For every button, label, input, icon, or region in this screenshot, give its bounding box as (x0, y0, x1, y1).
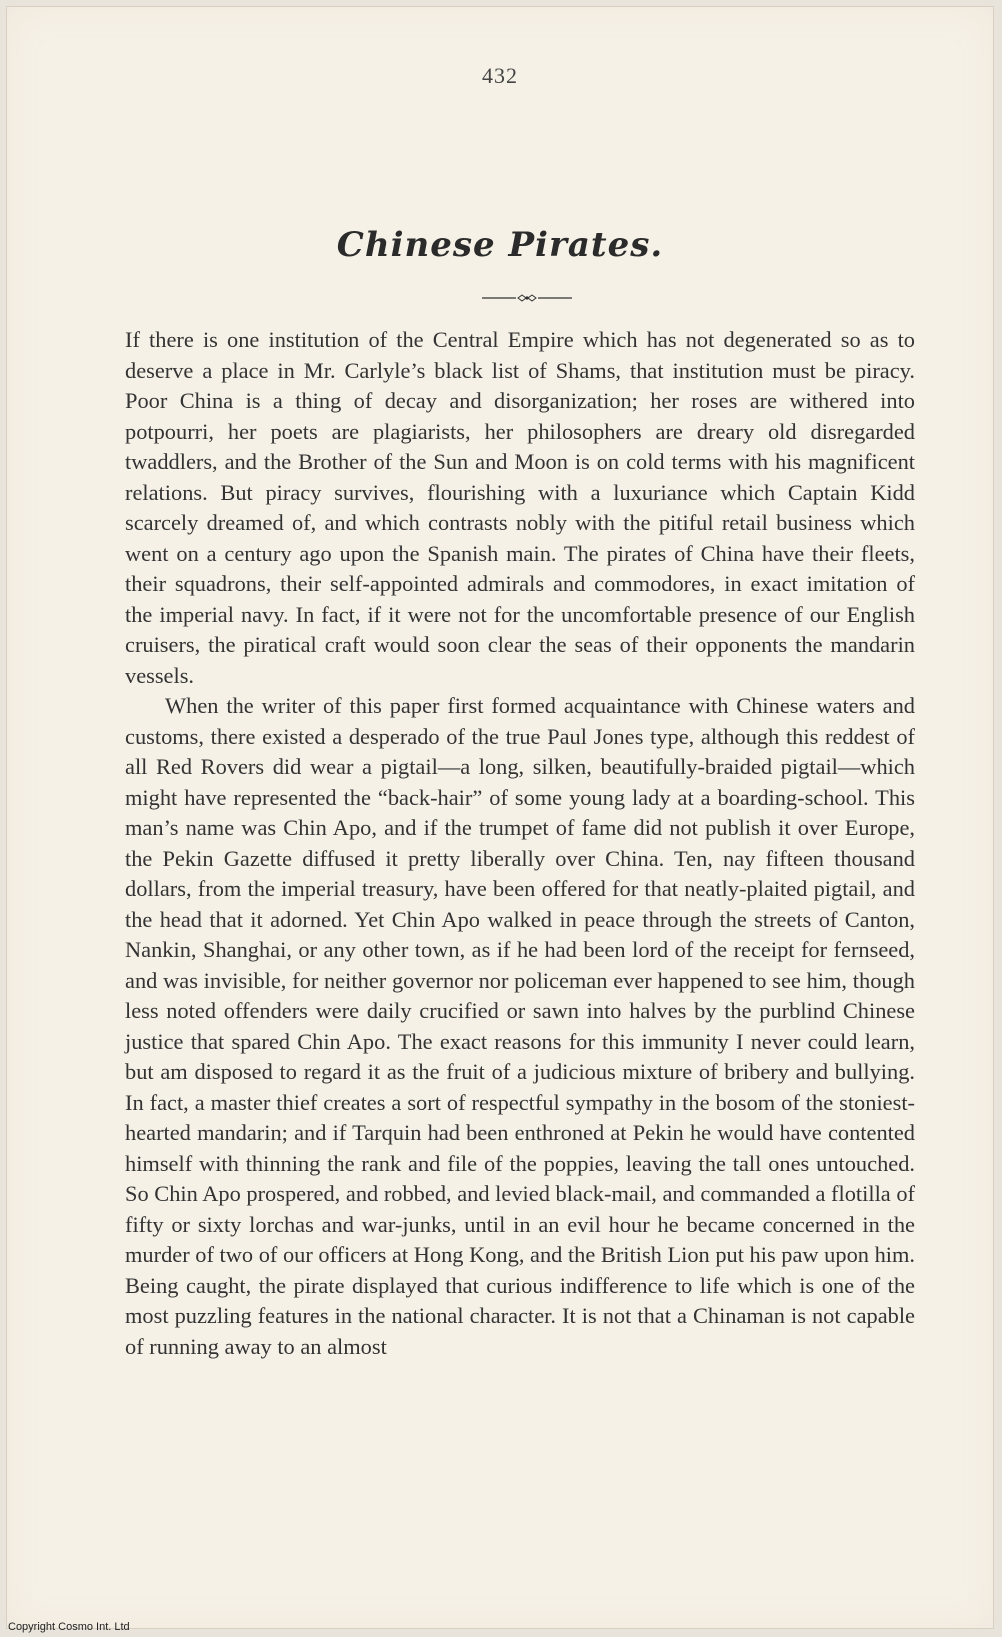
page-number: 432 (482, 63, 518, 88)
ornament-divider-icon (482, 293, 572, 303)
copyright-notice: Copyright Cosmo Int. Ltd (8, 1621, 130, 1633)
paragraph-2: When the writer of this paper first formed acquaintance with Chinese waters and customs, there existed a desperado of the true Paul Jones type, although this reddest of all Red Rovers did wear a pigtail—a long, silken, beautifully-braided pigtail—which might have represented the “back-hair” of some young lady at a boarding-school. This man’s name was Chin Apo, and if the trumpet of fame did not publish it over Europe, the Pekin Gazette diffused it pretty liberally over China. Ten, nay fifteen thousand dollars, from the imperial treasury, have been offered for that neatly-plaited pigtail, and the head that it adorned. Yet Chin Apo walked in peace through the streets of Canton, Nankin, Shanghai, or any other town, as if he had been lord of the receipt for fernseed, and was invisible, for neither governor nor policeman ever happened to see him, though less noted offenders were daily crucified or sawn into halves by the purblind Chinese justice that spared Chin Apo. The exact reasons for this immunity I never could learn, but am disposed to regard it as the fruit of a judicious mixture of bribery and bullying. In fact, a master thief creates a sort of respectful sympathy in the bosom of the stoniest-hearted mandarin; and if Tarquin had been enthroned at Pekin he would have contented himself with thinning the rank and file of the poppies, leaving the tall ones untouched. So Chin Apo prospered, and robbed, and levied black-mail, and commanded a flotilla of fifty or sixty lorchas and war-junks, until in an evil hour he became concerned in the murder of two of our officers at Hong Kong, and the British Lion put his paw upon him. Being caught, the pirate displayed that curious indifference to life which is one of the most puzzling features in the national character. It is not that a Chinaman is not capable of running away to an almost (125, 693, 915, 1359)
paragraph-1: If there is one institution of the Central Empire which has not degenerated so as to deserve a place in Mr. Carlyle’s black list of Shams, that institution must be piracy. Poor China is a thing of decay and disorganization; her roses are withered into potpourri, her poets are plagiarists, her philosophers are dreary old disregarded twaddlers, and the Brother of the Sun and Moon is on cold terms with his magnificent relations. But piracy survives, flourishing with a luxuriance which Captain Kidd scarcely dreamed of, and which contrasts nobly with the pitiful retail business which went on a century ago upon the Spanish main. The pirates of China have their fleets, their squadrons, their self-appointed admirals and commodores, in exact imitation of the imperial navy. In fact, if it were not for the uncomfortable presence of our English cruisers, the piratical craft would soon clear the seas of their opponents the mandarin vessels. (125, 327, 915, 688)
article-title: Chinese Pirates. (336, 225, 664, 265)
book-page (6, 6, 994, 1629)
article-body (125, 325, 915, 1362)
